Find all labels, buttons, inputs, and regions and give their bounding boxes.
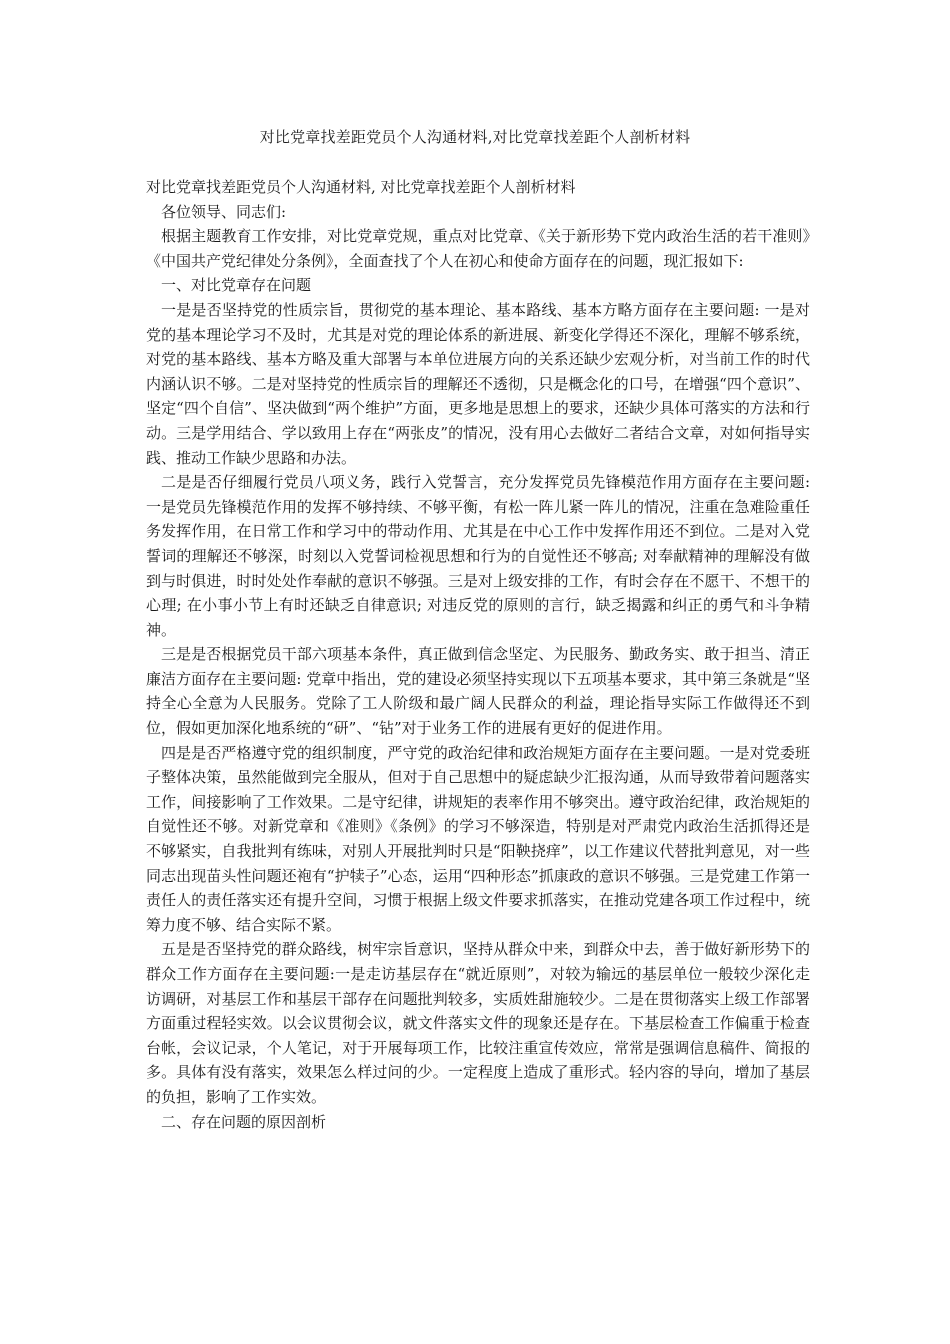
paragraph-4: 四是是否严格遵守党的组织制度，严守党的政治纪律和政治规矩方面存在主要问题。一是对党委班子整体决策，虽然能做到完全服从，但对于自己思想中的疑虑缺少汇报沟通，从而导致带着问题落实工作，间接影响了工作效果。二是守纪律，讲规矩的表率作用不够突出。遵守政治纪律，政治规矩的自觉性还不够。对新党章和《准则》《条例》的学习不够深造，特别是对严肃党内政治生活抓得还是不够紧实，自我批判有练味，对别人开展批判时只是“阳鞅挠痒”，以工作建议代替批判意见，对一些同志出现苗头性问题还袍有“护犊子”心态，运用“四种形态”抓康政的意识不够强。三是党建工作第一责任人的责任落实还有提升空间，习惯于根据上级文件要求抓落实，在推动党建各项工作过程中，统筹力度不够、结合实际不紧。	[146, 743, 810, 934]
section-heading-1: 一、对比党章存在问题	[161, 276, 312, 295]
greeting: 各位领导、同志们:	[161, 202, 287, 221]
paragraph-2: 二是是否仔细履行党员八项义务，践行入党誓言，充分发挥党员先锋模范作用方面存在主要问题: 一是党员先锋模范作用的发挥不够持续、不够平衡，有松一阵儿紧一阵儿的情况，注重在急难险重任务发挥作用，在日常工作和学习中的带动作用、尤其是在中心工作中发挥作用还不到位。二是对入党誓词的理解还不够深，时刻以入党誓词检视思想和行为的自觉性还不够高; 对奉献精神的理解没有做到与时俱进，时时处处作奉献的意识不够强。三是对上级安排的工作，有时会存在不愿干、不想干的心理; 在小事小节上有时还缺乏自律意识; 对违反党的原则的言行，缺乏揭露和纠正的勇气和斗争精神。	[146, 473, 810, 639]
paragraph-3: 三是是否根据党员干部六项基本条件，真正做到信念坚定、为民服务、勤政务实、敢于担当、清正廉洁方面存在主要问题: 党章中指出，党的建设必须坚持实现以下五项基本要求，其中第三条就是“坚持全心全意为人民服务。党除了工人阶级和最广阔人民群众的利益，理论指导实际工作做得还不到位，假如更加深化地系统的“研”、“钻”对于业务工作的进展有更好的促进作用。	[146, 645, 810, 738]
document-title: 对比党章找差距党员个人沟通材料,对比党章找差距个人剖析材料	[259, 128, 691, 146]
paragraph-5: 五是是否坚持党的群众路线，树牢宗旨意识，坚持从群众中来，到群众中去，善于做好新形势下的群众工作方面存在主要问题:一是走访基层存在“就近原则”，对较为输远的基层单位一般较少深化走访调研，对基层工作和基层干部存在问题批判较多，实质姓甜施较少。二是在贯彻落实上级工作部署方面重过程轻实效。以会议贯彻会议，就文件落实文件的现象还是存在。下基层检查工作偏重于检查台帐，会议记录，个人笔记，对于开展每项工作，比较注重宣传效应，常常是强调信息稿件、简报的多。具体有没有落实，效果怎么样过问的少。一定程度上造成了重形式。轻内容的导向，增加了基层的负担，影响了工作实效。	[146, 940, 810, 1106]
document-body	[146, 175, 810, 1134]
intro-paragraph: 根据主题教育工作安排，对比党章党规，重点对比党章、《关于新形势下党内政治生活的若干准则》《中国共产党纪律处分条例》，全面查找了个人在初心和使命方面存在的问题，现汇报如下:	[146, 227, 810, 270]
section-heading-2: 二、存在问题的原因剖析	[161, 1112, 327, 1131]
paragraph-1: 一是是否坚持党的性质宗旨，贯彻党的基本理论、基本路线、基本方略方面存在主要问题: 一是对党的基本理论学习不及时，尤其是对党的理论体系的新进展、新变化学得还不深化，理解不够系统，对党的基本路线、基本方略及重大部署与本单位进展方向的关系还缺少宏观分析，对当前工作的时代内涵认识不够。二是对坚持党的性质宗旨的理解还不透彻，只是概念化的口号，在增强“四个意识”、坚定“四个自信”、坚决做到“两个维护”方面，更多地是思想上的要求，还缺少具体可落实的方法和行动。三是学用结合、学以致用上存在“两张皮”的情况，没有用心去做好二者结合文章，对如何指导实践、推动工作缺少思路和办法。	[146, 300, 810, 467]
document-subtitle: 对比党章找差距党员个人沟通材料, 对比党章找差距个人剖析材料	[146, 178, 576, 196]
